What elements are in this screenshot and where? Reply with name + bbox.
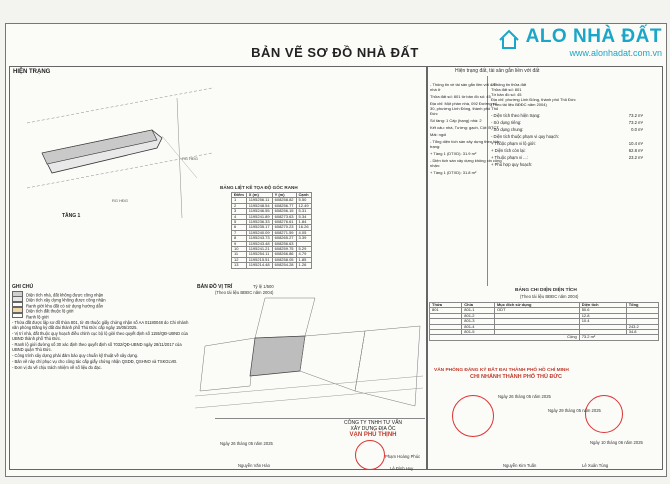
legend-item: [12, 313, 106, 318]
coord-cell: 4: [232, 214, 247, 219]
note-line: - Công trình xây dựng phải đảm bảo quy chuẩn kỹ thuật về xây dựng.: [12, 353, 139, 358]
coord-cell: 608276.61: [272, 220, 296, 225]
svg-text:RG HĐG: RG HĐG: [112, 198, 128, 203]
coord-cell: 7: [232, 230, 247, 235]
land-info-line: (Theo tài liệu BĐĐC năm 2004): [491, 102, 547, 107]
coord-cell: 608258.05: [272, 257, 296, 262]
info-line: Số tầng: 1 Cấp (hạng) nhà: 2: [430, 118, 482, 123]
coord-cell: 1195235.17: [246, 225, 272, 230]
coord-cell: 608270.23: [272, 225, 296, 230]
office-stamp: [452, 395, 494, 437]
area-cell: 801: [430, 308, 462, 313]
area-header-cell: Diện tích: [579, 303, 626, 308]
legend-label: Diện tích nhà, đất không được công nhận: [26, 292, 104, 298]
coord-cell: 1195215.51: [246, 257, 272, 262]
area-value: 62.8 m²: [628, 148, 643, 153]
coord-cell: 1195256.11: [246, 198, 272, 203]
coord-cell: 5.31: [296, 209, 311, 214]
company-line-2: XÂY DỰNG ĐỊA ỐC: [350, 426, 396, 432]
site-plan-drawing: [12, 78, 222, 223]
coord-cell: 1195243.73: [246, 236, 272, 241]
coord-cell: 5.50: [296, 198, 311, 203]
area-label: + Thuộc phạm vi lộ giới:: [491, 141, 536, 146]
area-header-cell: Tổng: [626, 303, 658, 308]
area-value: 73.2 m²: [628, 120, 643, 125]
coord-header-cell: Điểm: [232, 193, 247, 198]
coord-cell: 5.29: [296, 247, 311, 252]
coord-header-cell: Y (m): [272, 193, 296, 198]
area-table: [429, 302, 659, 341]
area-label: + Phù hợp quy hoạch:: [491, 162, 533, 167]
branch-name: CHI NHÁNH THÀNH PHỐ THỦ ĐỨC: [470, 374, 562, 380]
date-3: Ngày 29 tháng 05 năm 2025: [548, 408, 601, 413]
area-header-cell: Chia: [462, 303, 495, 308]
area-row: [491, 161, 651, 168]
coord-cell: 1195241.89: [246, 214, 272, 219]
page-title: BẢN VẼ SƠ ĐỒ NHÀ ĐẤT: [251, 45, 419, 60]
watermark-site: www.alonhadat.com.vn: [569, 48, 662, 58]
coord-cell: 1195243.48: [246, 241, 272, 246]
coord-cell: 1195214.48: [246, 263, 272, 268]
note-line: - Đơn vị đo vẽ chịu trách nhiệm về số liệu đo đạc.: [12, 365, 102, 370]
land-info-line: - Thông tin thửa đất: [491, 82, 527, 87]
area-table-title: BẢNG CHI DIỆN DIỆN TÍCH: [515, 288, 577, 293]
coord-cell: 1195236.33: [246, 220, 272, 225]
coord-header-cell: Cạnh: [296, 193, 311, 198]
coord-cell: 11: [232, 252, 247, 257]
notes-list: [12, 320, 190, 371]
coord-cell: 608273.63: [272, 214, 296, 219]
coord-cell: 12.49: [296, 203, 311, 208]
area-label: + Thuộc phạm vi ...:: [491, 155, 528, 160]
note-line: - Bản vẽ này chỉ phục vụ cho công tác cấp giấy chứng nhận QSDĐ, QSHNO và TSKGLVĐ.: [12, 359, 178, 364]
area-total-value: 73.2 m²: [579, 335, 658, 340]
area-label: + Diện tích còn lại:: [491, 148, 526, 153]
info-line: - Diện tích sàn xây dựng không xin công nhận:: [430, 158, 502, 168]
location-map-title: BẢN ĐỒ VỊ TRÍ: [197, 284, 233, 290]
area-row: [491, 126, 651, 133]
note-line: - Ranh lộ giới đường số 30 xác định theo quyết định số 7032/QĐ-UBND ngày 28/11/2017 của UBND quận Thủ Đức.: [12, 342, 182, 352]
area-value: 10.4 m²: [628, 141, 643, 146]
coord-cell: 1195246.55: [246, 209, 272, 214]
land-info-line: Thửa đất số: 801: [491, 87, 522, 92]
note-line: - Thửa đất được lập sơ đồ thửa 801, tờ 45 thuộc giấy chứng nhận số AA 01180048 do Chi nhánh văn phòng Đăng ký đất đai thành phố Thủ Đức cấp ngày 15/05/2025.: [12, 320, 189, 330]
coord-cell: 608254.28: [272, 263, 296, 268]
area-cell: 801-3: [462, 319, 495, 324]
coord-cell: 1: [232, 198, 247, 203]
coord-row: [232, 263, 312, 268]
coord-cell: 8: [232, 236, 247, 241]
coord-cell: 1195248.54: [246, 203, 272, 208]
land-info: [491, 82, 611, 107]
coord-cell: 608256.63: [272, 241, 296, 246]
area-summary: [491, 112, 651, 168]
area-value: 73.2 m²: [628, 113, 643, 118]
info-line: - Thông tin về tài sản gắn liền với đất: nhà ở: [430, 82, 497, 92]
signer-1: Nguyễn Văn Hào: [238, 463, 270, 468]
info-line: + Tầng 1 (DTXD): 31.8 m²: [430, 170, 477, 175]
area-value: 0.0 m²: [631, 127, 643, 132]
legend-label: Ranh giới khu đất có sử dụng hướng dẫn: [26, 303, 103, 309]
hien-trang-heading: HIỆN TRẠNG: [13, 69, 51, 75]
coord-cell: 608256.77: [272, 203, 296, 208]
area-cell: 12.8: [579, 313, 626, 318]
area-cell: 801-5: [462, 330, 495, 335]
info-line: + Tầng 1 (DTXD): 31.9 m²: [430, 151, 477, 156]
coord-cell: 1195241.21: [246, 247, 272, 252]
area-label: - Sử dụng riêng:: [491, 120, 522, 125]
area-cell: 34.8: [626, 330, 658, 335]
date-1: Ngày 26 tháng 05 năm 2025: [220, 441, 273, 446]
coord-header-cell: X (m): [246, 193, 272, 198]
legend-label: Diện tích đất thuộc lộ giới: [26, 308, 74, 314]
coord-cell: 608266.86: [272, 252, 296, 257]
area-total-row: [430, 335, 659, 340]
coord-cell: 3: [232, 209, 247, 214]
area-cell: 801-1: [462, 308, 495, 313]
coord-cell: 1.84: [296, 220, 311, 225]
coord-cell: 608258.82: [272, 198, 296, 203]
signer-5: Lê Xuân Tùng: [582, 463, 609, 468]
notes-heading: GHI CHÚ: [12, 284, 34, 290]
area-table-source: (Theo tài liệu BĐĐC năm 2004): [520, 294, 579, 299]
area-row: [491, 147, 651, 154]
area-header-cell: Mục đích sử dụng: [494, 303, 579, 308]
area-cell: ODT: [494, 308, 579, 313]
date-2: Ngày 26 tháng 05 năm 2025: [498, 394, 551, 399]
land-info-line: Tờ bản đồ số: 45: [491, 92, 522, 97]
area-cell: 801-4: [462, 324, 495, 329]
area-row: [491, 133, 651, 140]
area-label: - Sử dụng chung:: [491, 127, 524, 132]
coord-table-title: BẢNG LIỆT KÊ TỌA ĐỘ GÓC RANH: [220, 185, 298, 190]
coord-cell: 4.79: [296, 252, 311, 257]
coord-cell: 3.39: [296, 236, 311, 241]
area-row: [491, 140, 651, 147]
watermark-name: ALO NHÀ ĐẤT: [525, 26, 662, 47]
land-info-line: Địa chỉ: phường Linh Đông, thành phố Thủ Đức: [491, 97, 576, 102]
floor-1-label: TẦNG 1: [62, 213, 81, 219]
coord-cell: 1195240.09: [246, 230, 272, 235]
sign-divider: [215, 418, 425, 419]
info-line: - Tổng diện tích sàn xây dựng theo hiện trạng:: [430, 139, 501, 149]
coord-cell: 16.26: [296, 225, 311, 230]
info-line: Mái: ngói: [430, 132, 447, 137]
location-map: [195, 296, 423, 416]
area-label: - Diện tích thuộc phạm vi quy hoạch:: [491, 134, 559, 139]
info-line: Kết cấu: nhà, Tường: gạch, Cột: BTCT: [430, 125, 499, 130]
signer-3: Lê Đình Huy: [390, 466, 414, 471]
company-stamp: [355, 440, 385, 470]
coord-table: [231, 192, 312, 269]
area-row: [491, 119, 651, 126]
branch-stamp: [585, 395, 623, 433]
area-value: 23.2 m²: [628, 155, 643, 160]
coord-cell: 1.85: [296, 257, 311, 262]
signer-4: Nguyễn Kim Tuấn: [503, 463, 537, 468]
area-row: [491, 154, 651, 161]
coord-cell: 608271.59: [272, 230, 296, 235]
info-line: Thửa đất số: 801 tờ bản đồ số: 45: [430, 94, 491, 99]
legend-label: Ranh lộ giới: [26, 314, 49, 320]
location-map-source: (Theo tài liệu BĐĐC năm 2004): [215, 290, 274, 295]
svg-text:RG HĐG: RG HĐG: [182, 156, 198, 161]
coord-cell: 9: [232, 241, 247, 246]
area-total-label: Cộng: [430, 335, 580, 340]
right-header: Hiện trạng đất, tài sản gắn liền với đất: [455, 68, 540, 74]
house-logo-icon: [498, 28, 520, 50]
area-cell: 50.6: [579, 308, 626, 313]
location-map-scale: Tỷ lệ 1/500: [253, 284, 274, 289]
area-label: - Diện tích theo hiện trạng:: [491, 113, 541, 118]
coord-cell: 4.05: [296, 230, 311, 235]
coord-cell: 1195254.11: [246, 252, 272, 257]
date-4: Ngày 10 tháng 06 năm 2025: [590, 440, 643, 445]
legend-label: Diện tích xây dựng không được công nhận: [26, 297, 106, 303]
coord-cell: 6: [232, 225, 247, 230]
coord-cell: 2: [232, 203, 247, 208]
coord-cell: 608259.75: [272, 247, 296, 252]
legend: [12, 291, 106, 318]
org-name: VĂN PHÒNG ĐĂNG KÝ ĐẤT ĐAI THÀNH PHỐ HỒ CHÍ MINH: [434, 368, 569, 373]
coord-cell: 1.26: [296, 263, 311, 268]
coord-cell: 10: [232, 247, 247, 252]
legend-swatch: [12, 313, 23, 319]
area-header-cell: Thửa: [430, 303, 462, 308]
signer-2: Phạm Hoàng Phúc: [385, 454, 421, 459]
company-name: VẠN PHÚ THỊNH: [349, 432, 397, 438]
area-cell: 243.2: [626, 324, 658, 329]
coord-cell: 13: [232, 263, 247, 268]
company-line-1: CÔNG TY TNHH TƯ VẤN: [343, 420, 403, 426]
coord-cell: 12: [232, 257, 247, 262]
coord-cell: 608265.27: [272, 236, 296, 241]
coord-cell: 5: [232, 220, 247, 225]
coord-cell: 608256.15: [272, 209, 296, 214]
area-cell: 801-2: [462, 313, 495, 318]
area-row: [491, 112, 651, 119]
info-line: Địa chỉ: Một phần nhà, 092 Đường số 30, phường Linh Đông, thành phố Thủ Đức: [430, 101, 499, 116]
note-line: - Vị trí nhà, đất thuộc quy hoạch điều chỉnh cục bộ lộ giới theo quyết định số 1155/QĐ-UBND của UBND thành phố Thủ Đức.: [12, 331, 188, 341]
company-block: [328, 420, 418, 438]
coord-cell: 5.34: [296, 214, 311, 219]
watermark: [526, 26, 662, 58]
area-cell: 10.4: [579, 319, 626, 324]
